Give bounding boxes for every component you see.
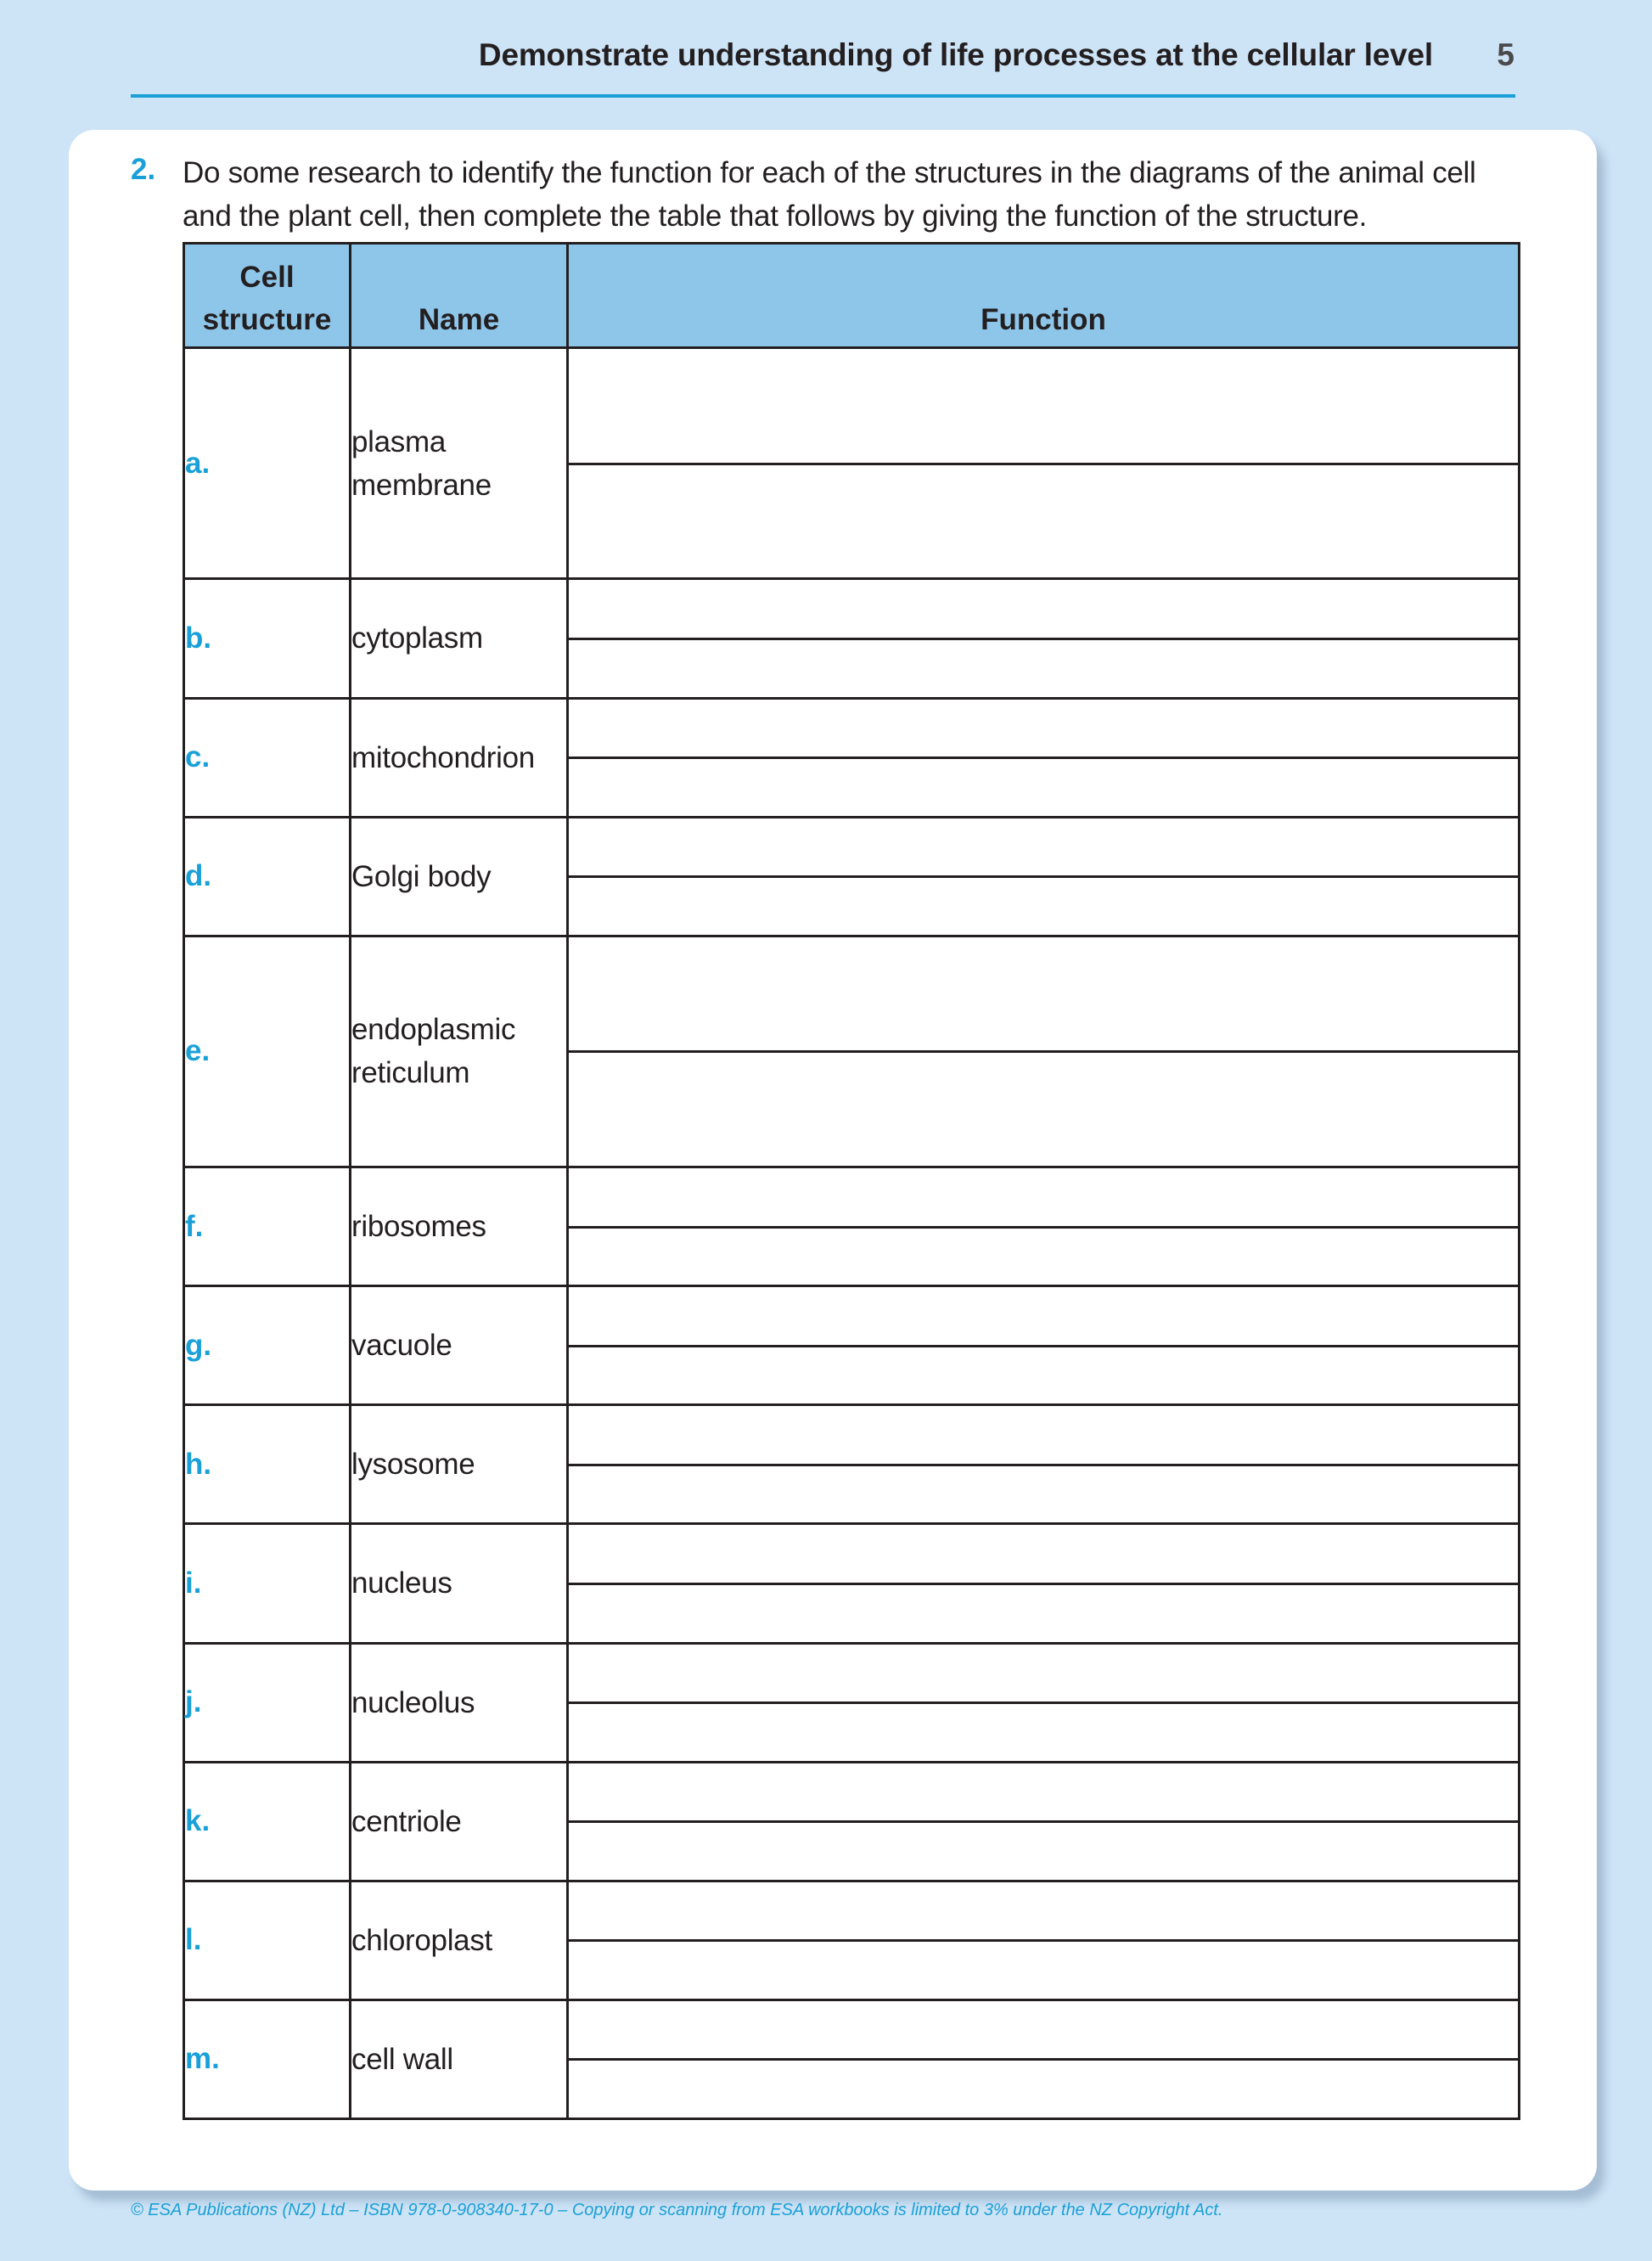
structure-name: plasma membrane xyxy=(351,348,568,579)
function-answer-field[interactable] xyxy=(568,936,1520,1167)
answer-line xyxy=(569,1226,1518,1229)
answer-line xyxy=(569,463,1518,465)
row-letter: h. xyxy=(184,1405,351,1524)
answer-line xyxy=(569,1345,1518,1347)
row-letter: a. xyxy=(184,348,351,579)
answer-line xyxy=(569,1050,1518,1053)
function-answer-field[interactable] xyxy=(568,348,1520,579)
cell-structure-table xyxy=(183,242,1520,2120)
header-name: Name xyxy=(351,244,568,348)
answer-line xyxy=(569,875,1518,878)
function-answer-field[interactable] xyxy=(568,1881,1520,1999)
row-letter: i. xyxy=(184,1524,351,1643)
answer-line xyxy=(569,638,1518,640)
table-row xyxy=(184,936,1520,1167)
answer-line xyxy=(569,1464,1518,1466)
header-rule xyxy=(131,94,1515,98)
answer-line xyxy=(569,1820,1518,1823)
structure-name: nucleolus xyxy=(351,1643,568,1762)
row-letter: e. xyxy=(184,936,351,1167)
structure-name: cytoplasm xyxy=(351,579,568,698)
row-letter: g. xyxy=(184,1286,351,1405)
table-row xyxy=(184,817,1520,936)
structure-name: Golgi body xyxy=(351,817,568,936)
table-row xyxy=(184,1643,1520,1762)
answer-line xyxy=(569,1701,1518,1704)
row-letter: d. xyxy=(184,817,351,936)
answer-line xyxy=(569,1583,1518,1585)
row-letter: f. xyxy=(184,1167,351,1286)
structure-name: ribosomes xyxy=(351,1167,568,1286)
row-letter: l. xyxy=(184,1881,351,1999)
table-row xyxy=(184,698,1520,817)
function-answer-field[interactable] xyxy=(568,579,1520,698)
table-row xyxy=(184,348,1520,579)
page-number: 5 xyxy=(1497,37,1514,72)
table-row xyxy=(184,1405,1520,1524)
structure-name: vacuole xyxy=(351,1286,568,1405)
row-letter: b. xyxy=(184,579,351,698)
table-row xyxy=(184,1524,1520,1643)
structure-name: centriole xyxy=(351,1762,568,1881)
function-answer-field[interactable] xyxy=(568,1167,1520,1286)
function-answer-field[interactable] xyxy=(568,1286,1520,1405)
table-row xyxy=(184,1762,1520,1881)
function-answer-field[interactable] xyxy=(568,1762,1520,1881)
row-letter: j. xyxy=(184,1643,351,1762)
table-row xyxy=(184,579,1520,698)
function-answer-field[interactable] xyxy=(568,1524,1520,1643)
question-text: Do some research to identify the function for each of the structures in the diagrams of the animal cell and the plant cell, then complete the table that follows by giving the function of the structure. xyxy=(183,156,1476,233)
table-row xyxy=(184,1167,1520,1286)
table-row xyxy=(184,1286,1520,1405)
structure-name: nucleus xyxy=(351,1524,568,1643)
function-answer-field[interactable] xyxy=(568,1643,1520,1762)
answer-line xyxy=(569,756,1518,759)
function-answer-field[interactable] xyxy=(568,698,1520,817)
table-row xyxy=(184,1999,1520,2118)
structure-name: chloroplast xyxy=(351,1881,568,1999)
row-letter: k. xyxy=(184,1762,351,1881)
header-function: Function xyxy=(568,244,1520,348)
answer-line xyxy=(569,1939,1518,1942)
table-row xyxy=(184,1881,1520,1999)
table-body xyxy=(184,348,1520,2119)
running-header-title: Demonstrate understanding of life processes at the cellular level xyxy=(478,37,1433,72)
structure-name: mitochondrion xyxy=(351,698,568,817)
question-number: 2. xyxy=(131,153,156,186)
row-letter: m. xyxy=(184,1999,351,2118)
function-answer-field[interactable] xyxy=(568,1405,1520,1524)
function-answer-field[interactable] xyxy=(568,1999,1520,2118)
copyright-footer: © ESA Publications (NZ) Ltd – ISBN 978-0-908340-17-0 – Copying or scanning from ESA workbooks is limited to 3% under the NZ Copyright Act. xyxy=(131,2201,1223,2219)
table-header-row xyxy=(184,244,1520,348)
row-letter: c. xyxy=(184,698,351,817)
structure-name: endoplasmic reticulum xyxy=(351,936,568,1167)
answer-line xyxy=(569,2058,1518,2061)
structure-name: lysosome xyxy=(351,1405,568,1524)
function-answer-field[interactable] xyxy=(568,817,1520,936)
structure-name: cell wall xyxy=(351,1999,568,2118)
header-cell-structure: Cell structure xyxy=(184,244,351,348)
